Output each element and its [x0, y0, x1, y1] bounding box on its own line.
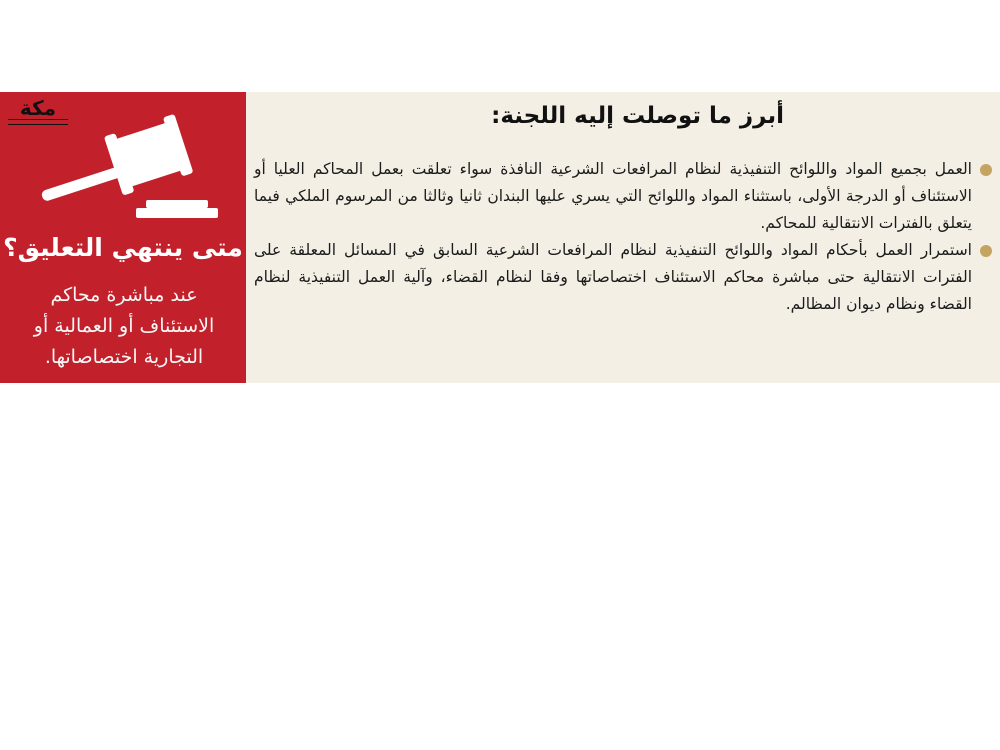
infographic-band — [0, 92, 1000, 383]
logo-text: مكة — [19, 96, 57, 120]
findings-list — [254, 156, 994, 318]
bullet-dot-icon — [980, 164, 992, 176]
finding-item — [254, 237, 994, 318]
bullet-dot-icon — [980, 245, 992, 257]
finding-text: استمرار العمل بأحكام المواد واللوائح التنفيذية لنظام المرافعات الشرعية السابق في المسائل المعلقة على الفترات الانتقالية حتى مباشرة محاكم الاستئناف اختصاصاتها وفقا لنظام القضاء، وآلية العمل التنفيذية لنظام القضاء ونظام ديوان المظالم. — [254, 241, 972, 313]
findings-panel — [246, 92, 1000, 383]
findings-heading: أبرز ما توصلت إليه اللجنة: — [491, 103, 784, 129]
question-answer: عند مباشرة محاكم الاستئناف أو العمالية أو التجارية اختصاصاتها. — [33, 284, 215, 368]
finding-text: العمل بجميع المواد واللوائح التنفيذية لنظام المرافعات الشرعية النافذة سواء تعلقت بعمل المحاكم العليا أو الاستئناف أو الدرجة الأولى، باستثناء المواد واللوائح التي يسري عليها البندان ثانيا وثالثا من المرسوم الملكي فيما يتعلق بالفترات الانتقالية للمحاكم. — [254, 160, 972, 232]
finding-item — [254, 156, 994, 237]
question-title: متى ينتهي التعليق؟ — [3, 233, 243, 262]
question-panel — [0, 92, 246, 383]
gavel-icon — [30, 108, 220, 220]
